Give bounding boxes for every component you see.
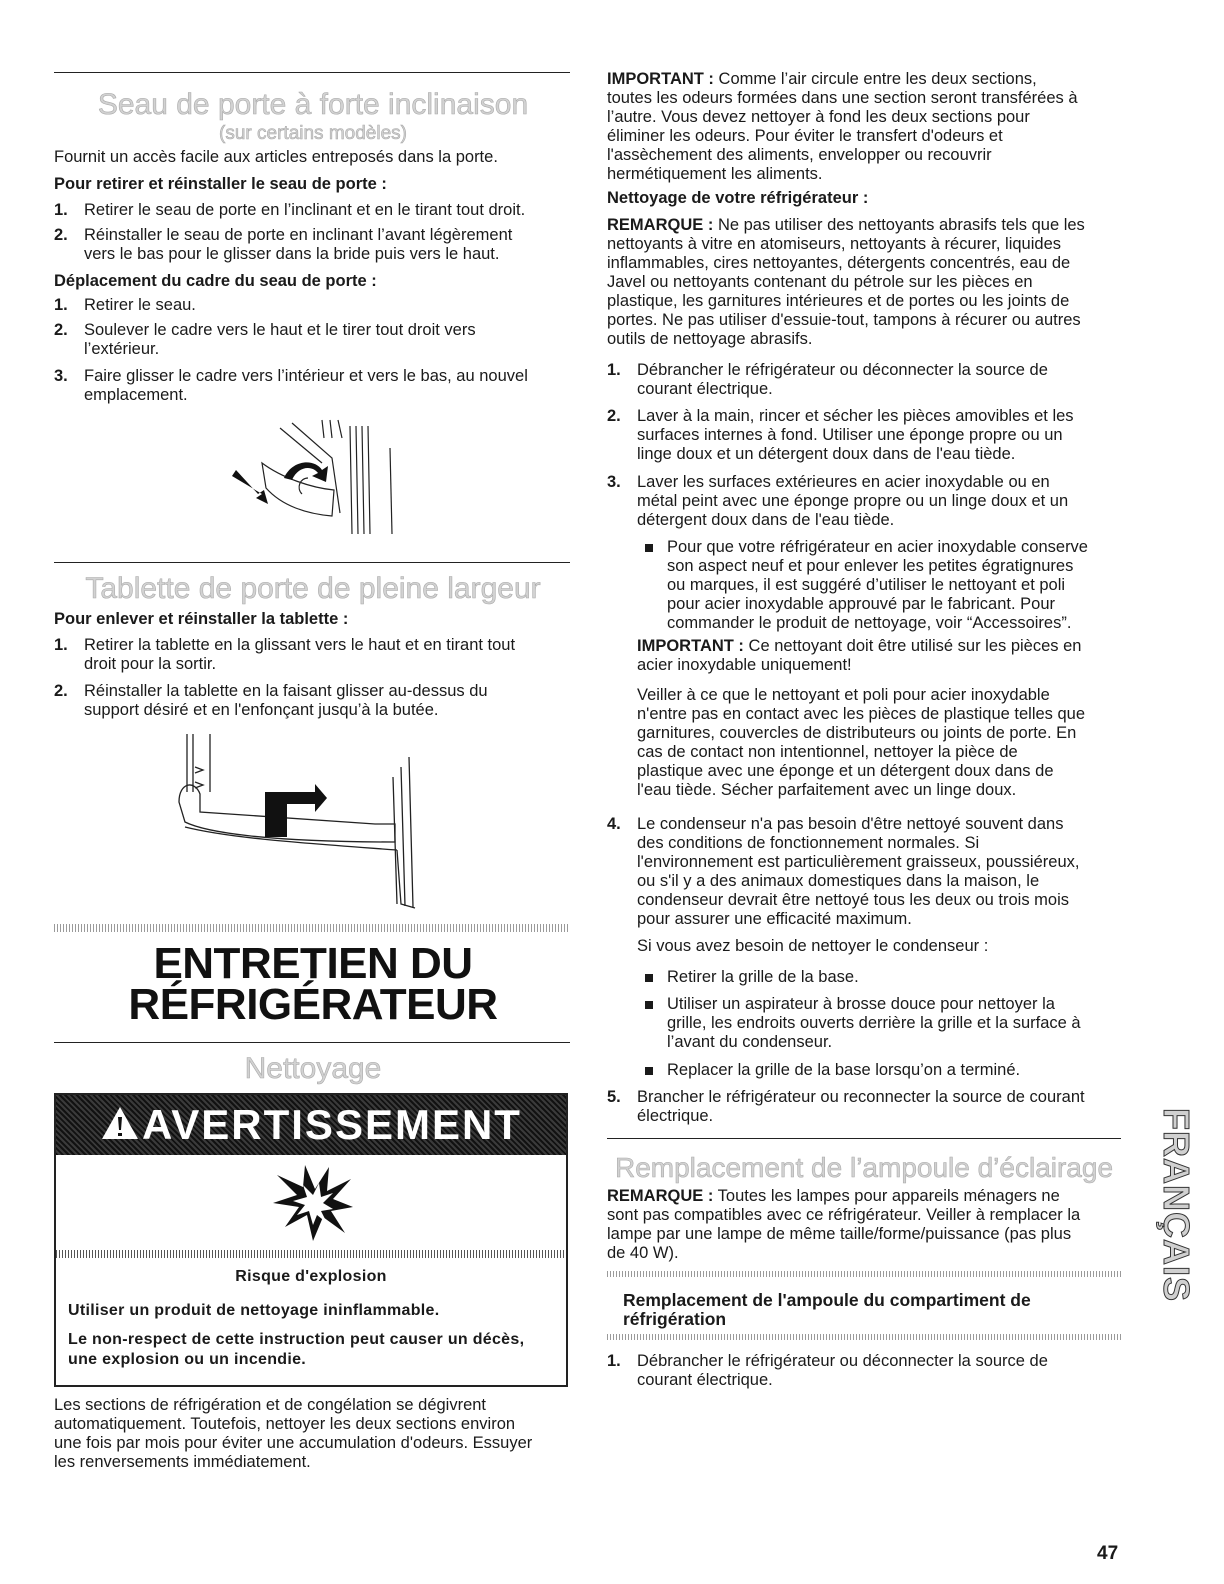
section-subtitle-models: (sur certains modèles) (219, 123, 407, 144)
step-text: métal peint avec une éponge propre ou un linge doux et un (637, 492, 1069, 510)
condenser-intro: Si vous avez besoin de nettoyer le condenseur : (637, 937, 989, 955)
step-text: surfaces internes à fond. Utiliser une éponge propre ou un (637, 426, 1063, 444)
cleaning-heading: Nettoyage de votre réfrigérateur : (607, 189, 869, 207)
door-shelf-illustration (165, 732, 450, 910)
remarque-line: Javel ou nettoyants contenant du pétrole sur les pièces en (607, 273, 1033, 291)
remarque-line: portes. Ne pas utiliser d'essuie-tout, tampons à récurer ou autres (607, 311, 1081, 329)
bullet-icon (645, 544, 653, 552)
remarque2-line: lampe par une lampe de même taille/forme/puissance (pas plus (607, 1225, 1072, 1243)
page-number: 47 (1097, 1543, 1119, 1564)
step-text: électrique. (637, 1107, 714, 1125)
bullet-text: Retirer la grille de la base. (667, 968, 859, 986)
important-line: toutes les odeurs formées dans une section seront transférées à (607, 89, 1078, 107)
chapter-title-line1: ENTRETIEN DU (153, 939, 473, 988)
step-text: courant électrique. (637, 1371, 773, 1389)
step-text: Réinstaller la tablette en la faisant glisser au-dessus du (84, 682, 488, 700)
step-number: 5. (607, 1088, 621, 1106)
important-line: l'assèchement des aliments, envelopper ou recouvrir (607, 146, 992, 164)
warning-line1: Utiliser un produit de nettoyage ininflammable. (68, 1302, 440, 1319)
door-bin-heading-move: Déplacement du cadre du seau de porte : (54, 272, 377, 290)
step-text: support désiré et en l'enfonçant jusqu’à la butée. (84, 701, 439, 719)
important2-line: acier inoxydable uniquement! (637, 656, 852, 674)
veiller-line: garnitures, couvercles de distributeurs ou joints de porte. En (637, 724, 1077, 742)
remarque2-paragraph: REMARQUE : Toutes les lampes pour appareils ménagers ne (607, 1187, 1060, 1205)
step-text: Brancher le réfrigérateur ou reconnecter la source de courant (637, 1088, 1085, 1106)
bullet-text: commander le produit de nettoyage, voir “Accessoires”. (667, 614, 1072, 632)
bullet-text: son aspect neuf et pour enlever les petites égratignures (667, 557, 1074, 575)
veiller-line: l'eau tiède. Sécher parfaitement avec un linge doux. (637, 781, 1017, 799)
shelf-heading-remove: Pour enlever et réinstaller la tablette : (54, 610, 349, 628)
subsection-divider-top (607, 1271, 1121, 1277)
step-text: pour assurer une efficacité maximum. (637, 910, 912, 928)
bullet-text: Pour que votre réfrigérateur en acier inoxydable conserve (667, 538, 1088, 556)
step-text: Réinstaller le seau de porte en inclinant l’avant légèrement (84, 226, 513, 244)
bullet-icon (645, 1067, 653, 1075)
bullet-icon (645, 1001, 653, 1009)
warning-line3: une explosion ou un incendie. (68, 1351, 307, 1368)
step-text: linge doux et un détergent doux dans de l'eau tiède. (637, 445, 1016, 463)
step-text: l'environnement est particulièrement graisseux, poussiéreux, (637, 853, 1080, 871)
important-line: hermétiquement les aliments. (607, 165, 823, 183)
section-title-cleaning: Nettoyage (244, 1052, 382, 1085)
warning-triangle-icon (100, 1105, 140, 1141)
step-number: 2. (54, 321, 68, 339)
step-text: détergent doux dans de l'eau tiède. (637, 511, 895, 529)
step-number: 1. (607, 361, 621, 379)
step-number: 2. (607, 407, 621, 425)
bullet-text: Replacer la grille de la base lorsqu’on a terminé. (667, 1061, 1021, 1079)
closing-line: Les sections de réfrigération et de congélation se dégivrent (54, 1396, 487, 1414)
remarque-line: nettoyants à vitre en atomiseurs, nettoyants à récurer, liquides (607, 235, 1061, 253)
bullet-text: l’avant du condenseur. (667, 1033, 833, 1051)
step-number: 3. (607, 473, 621, 491)
section-title-door-bin: Seau de porte à forte inclinaison (97, 88, 529, 121)
door-bin-illustration (222, 418, 412, 538)
closing-line: les renversements immédiatement. (54, 1453, 311, 1471)
warning-line2: Le non-respect de cette instruction peut causer un décès, (68, 1331, 525, 1348)
step-text: vers le bas pour le glisser dans la bride puis vers le haut. (84, 245, 500, 263)
step-text: droit pour la sortir. (84, 655, 217, 673)
step-text: ou s'il y a des animaux domestiques dans la maison, le (637, 872, 1040, 890)
step-text: l’extérieur. (84, 340, 160, 358)
bullet-icon (645, 974, 653, 982)
rule-bulb (607, 1138, 1121, 1139)
subsection-heading: Remplacement de l'ampoule du compartiment de (623, 1290, 1031, 1310)
bullet-text: ou marques, il est suggéré d’utiliser le nettoyant et poli (667, 576, 1066, 594)
step-text: Faire glisser le cadre vers l’intérieur et vers le bas, au nouvel (84, 367, 528, 385)
step-number: 1. (54, 201, 68, 219)
maintenance-divider (54, 924, 570, 932)
important2-paragraph: IMPORTANT : Ce nettoyant doit être utilisé sur les pièces en (637, 637, 1082, 655)
warning-strip (56, 1250, 566, 1258)
remarque-line: inflammables, cires nettoyantes, détergents concentrés, eau de (607, 254, 1071, 272)
step-text: condenseur devrait être nettoyé tous les deux ou trois mois (637, 891, 1069, 909)
remarque2-line: de 40 W). (607, 1244, 679, 1262)
step-number: 2. (54, 226, 68, 244)
chapter-title-line2: RÉFRIGÉRATEUR (128, 980, 498, 1029)
step-text: Retirer la tablette en la glissant vers le haut et en tirant tout (84, 636, 516, 654)
section-title-full-shelf: Tablette de porte de pleine largeur (85, 572, 541, 605)
language-tab (1156, 1075, 1196, 1335)
explosion-icon (271, 1163, 355, 1243)
step-text: Débrancher le réfrigérateur ou déconnecter la source de (637, 361, 1048, 379)
bullet-text: Utiliser un aspirateur à brosse douce pour nettoyer la (667, 995, 1055, 1013)
step-text: Le condenseur n'a pas besoin d'être nettoyé souvent dans (637, 815, 1064, 833)
remarque-line: plastique, les garnitures intérieures et de portes ou les joints de (607, 292, 1070, 310)
step-number: 1. (54, 296, 68, 314)
subsection-heading: réfrigération (623, 1309, 727, 1329)
bullet-text: grille, les endroits ouverts derrière la grille et la surface à (667, 1014, 1081, 1032)
subsection-divider-bottom (607, 1334, 1121, 1340)
step-text: courant électrique. (637, 380, 773, 398)
veiller-line: plastique avec une éponge et un détergent doux dans de (637, 762, 1054, 780)
step-text: Débrancher le réfrigérateur ou déconnecter la source de (637, 1352, 1048, 1370)
step-number: 1. (607, 1352, 621, 1370)
step-number: 4. (607, 815, 621, 833)
step-text: emplacement. (84, 386, 188, 404)
veiller-line: Veiller à ce que le nettoyant et poli pour acier inoxydable (637, 686, 1050, 704)
important-paragraph: IMPORTANT : Comme l’air circule entre les deux sections, (607, 70, 1037, 88)
rule-full-shelf (54, 562, 570, 563)
important-line: l’autre. Vous devez nettoyer à fond les deux sections pour (607, 108, 1030, 126)
top-rule-left (54, 72, 570, 73)
section-title-bulb: Remplacement de l’ampoule d’éclairage (614, 1152, 1114, 1183)
step-text: Retirer le seau. (84, 296, 196, 314)
closing-line: une fois par mois pour éviter une accumulation d'odeurs. Essuyer (54, 1434, 533, 1452)
step-text: des conditions de fonctionnement normales. Si (637, 834, 980, 852)
warning-title: AVERTISSEMENT (142, 1101, 522, 1148)
step-text: Laver à la main, rincer et sécher les pièces amovibles et les (637, 407, 1074, 425)
bullet-text: pour acier inoxydable approuvé par le fabricant. Pour (667, 595, 1055, 613)
rule-cleaning (54, 1042, 570, 1043)
important-line: éliminer les odeurs. Pour éviter le transfert d'odeurs et (607, 127, 1003, 145)
door-bin-heading-remove: Pour retirer et réinstaller le seau de porte : (54, 175, 387, 193)
remarque-line: outils de nettoyage abrasifs. (607, 330, 813, 348)
step-text: Retirer le seau de porte en l’inclinant et en le tirant tout droit. (84, 201, 526, 219)
warning-box (54, 1093, 568, 1387)
door-bin-intro: Fournit un accès facile aux articles entreposés dans la porte. (54, 148, 498, 166)
language-label: FRANÇAIS (1156, 1108, 1197, 1302)
step-text: Laver les surfaces extérieures en acier inoxydable ou en (637, 473, 1050, 491)
step-number: 1. (54, 636, 68, 654)
remarque-paragraph: REMARQUE : Ne pas utiliser des nettoyants abrasifs tels que les (607, 216, 1085, 234)
step-number: 3. (54, 367, 68, 385)
warning-risk: Risque d'explosion (235, 1268, 387, 1285)
veiller-line: n'entre pas en contact avec les pièces de plastique telles que (637, 705, 1086, 723)
remarque2-line: sont pas compatibles avec ce réfrigérateur. Veiller à remplacer la (607, 1206, 1081, 1224)
closing-line: automatiquement. Toutefois, nettoyer les deux sections environ (54, 1415, 516, 1433)
step-number: 2. (54, 682, 68, 700)
step-text: Soulever le cadre vers le haut et le tirer tout droit vers (84, 321, 476, 339)
warning-header (56, 1095, 566, 1155)
veiller-line: cas de contact non intentionnel, nettoyer la pièce de (637, 743, 1018, 761)
